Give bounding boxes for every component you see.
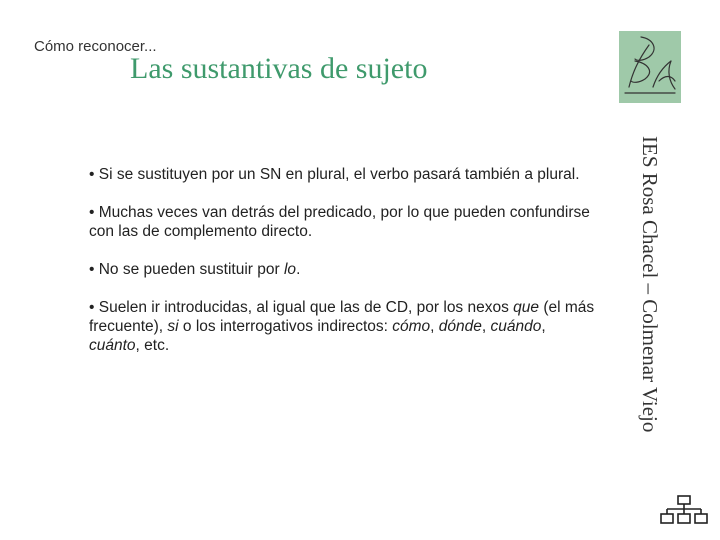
bullet-item: • Muchas veces van detrás del predicado, por lo que pueden confundirse con las de complemento directo.: [89, 204, 590, 240]
bullet-item: • Si se sustituyen por un SN en plural, el verbo pasará también a plural.: [89, 166, 580, 183]
bullet-item: • No se pueden sustituir por lo.: [89, 261, 301, 278]
page-title: Las sustantivas de sujeto: [130, 52, 428, 85]
org-chart-icon[interactable]: [660, 495, 708, 525]
bullet-item: • Suelen ir introducidas, al igual que las de CD, por los nexos que (el más frecuente), si o los interrogativos indirectos: cómo, dónde, cuándo, cuánto, etc.: [89, 299, 595, 354]
bullet-list: [89, 165, 599, 374]
school-logo-icon: [619, 31, 681, 103]
supertitle: Cómo reconocer...: [34, 38, 157, 55]
school-name-label: IES Rosa Chacel – Colmenar Viejo: [638, 136, 662, 433]
